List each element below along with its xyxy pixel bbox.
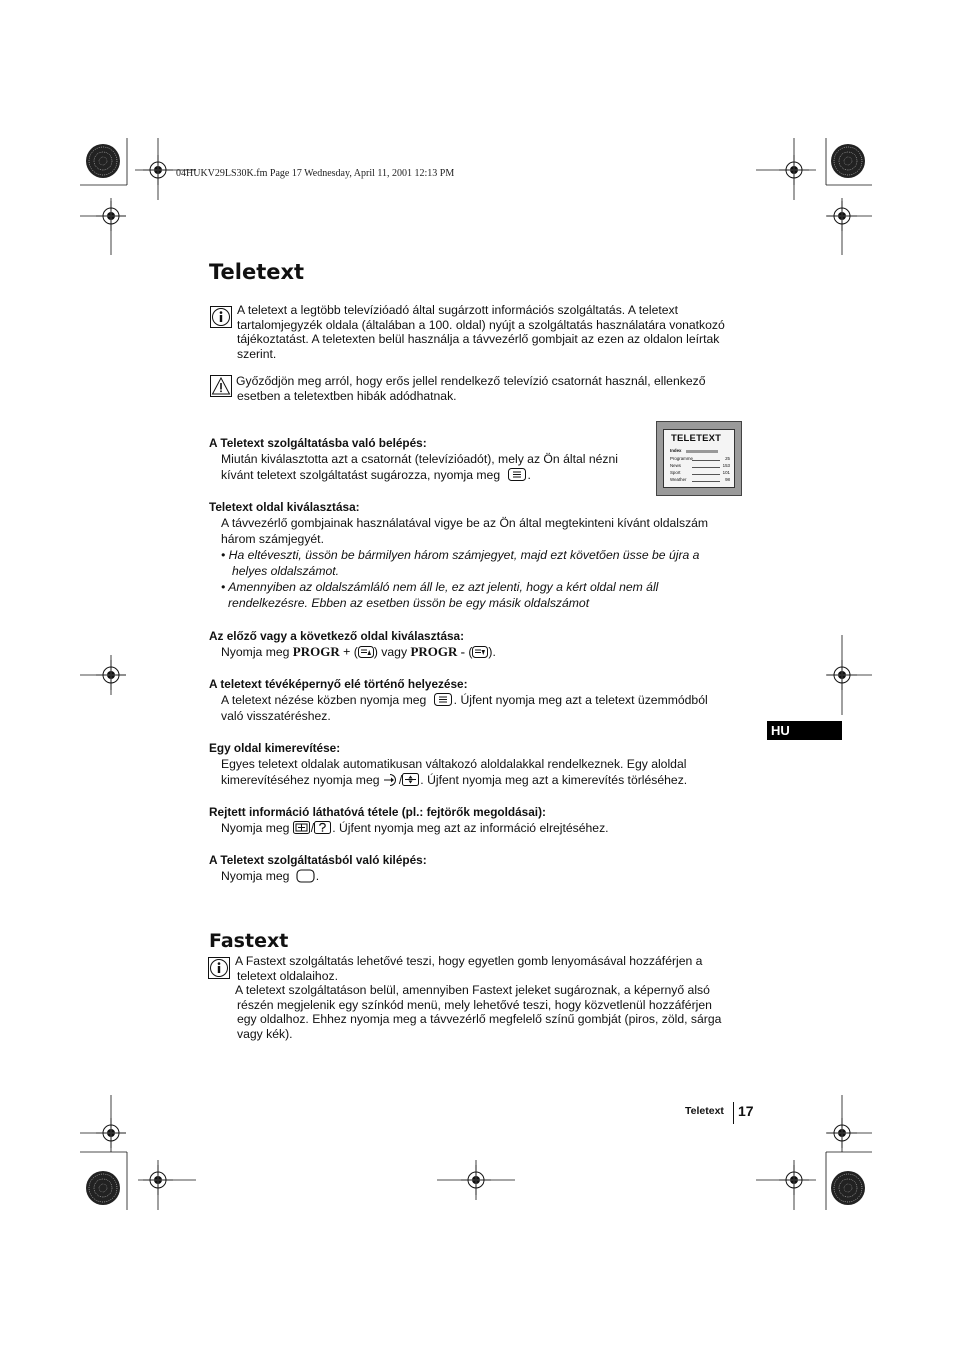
section-heading-superimpose: A teletext tévéképernyő elé történő helyezése:	[209, 677, 468, 691]
section-heading-prevnext: Az előző vagy a következő oldal kiválasztása:	[209, 629, 465, 643]
index-highlight	[686, 450, 718, 453]
section-body-select	[221, 515, 751, 611]
body-line	[221, 692, 761, 708]
section-heading-enter: A Teletext szolgáltatásba való belépés:	[209, 436, 427, 450]
tv-mode-icon	[296, 869, 316, 883]
bullet-line: rendelkezésre. Ebben az esetben üssön be egy másik oldalszámot	[228, 596, 590, 610]
body-line: egy oldalhoz. Ehhez nyomja meg a távvezérlő megfelelő színű gombját (piros, zöld, sárga	[237, 1012, 722, 1026]
text: ).	[488, 645, 496, 659]
teletext-screen-row	[670, 463, 730, 469]
text: . Újfent nyomja meg azt az információ elrejtéséhez.	[332, 821, 609, 835]
info-icon	[210, 306, 232, 328]
row-number: 98	[725, 477, 730, 482]
body-line: vagy kék).	[237, 1026, 293, 1041]
intro-line: szerint.	[237, 346, 277, 361]
body-line: A távvezérlő gombjainak használatával vigye be az Ön által megtekinteni kívánt oldalszám	[221, 516, 709, 530]
section-heading-exit: A Teletext szolgáltatásból való kilépés:	[209, 853, 427, 867]
text: /	[310, 821, 315, 835]
row-label: Programme	[670, 456, 693, 461]
info-reveal-icon	[293, 821, 311, 834]
body-line: A teletext szolgáltatáson belül, amennyiben Fastext jeleket sugároznak, a képernyő alsó	[235, 983, 710, 997]
bullet-line: • Amennyiben az oldalszámláló nem áll le, ez azt jelenti, hogy a kért oldal nem áll	[221, 580, 659, 594]
starburst-mark-top-right	[831, 144, 865, 178]
body-line	[221, 772, 761, 788]
footer-section-label: Teletext	[685, 1105, 724, 1117]
page-up-icon	[358, 646, 374, 658]
body-line: való visszatéréshez.	[221, 709, 331, 723]
warning-line: Győződjön meg arról, hogy erős jellel rendelkező televízió csatornát használ, ellenkező	[236, 374, 706, 388]
page-down-icon	[472, 646, 488, 658]
text: (	[464, 645, 473, 659]
row-number: 153	[722, 463, 730, 468]
text: ) vagy	[373, 645, 411, 659]
progr-minus-label: PROGR -	[410, 644, 465, 659]
teletext-intro	[237, 303, 757, 361]
body-line: Egyes teletext oldalak automatikusan váltakozó aloldalakkal rendelkeznek. Egy aloldal	[221, 757, 687, 771]
text: Nyomja meg	[221, 869, 290, 883]
warning-icon	[210, 375, 232, 397]
teletext-button-icon	[434, 693, 454, 706]
section-body-freeze	[221, 756, 761, 788]
teletext-screen	[663, 429, 735, 488]
section-heading-freeze: Egy oldal kimerevítése:	[209, 741, 341, 755]
text: /	[398, 773, 403, 787]
row-number: 101	[722, 470, 730, 475]
body-line: részén megjelenik egy színkód menü, mely lehetővé teszi, hogy közvetlenül hozzáférjen	[237, 997, 712, 1012]
teletext-screen-title: TELETEXT	[671, 433, 722, 444]
section-body-reveal	[221, 820, 761, 836]
text: kívánt teletext szolgáltatást sugározza, nyomja meg	[221, 468, 501, 482]
question-reveal-icon	[314, 821, 332, 834]
body-line: Miután kiválasztotta azt a csatornát (televízióadót), mely az Ön által nézni	[221, 452, 618, 466]
intro-line: tartalomjegyzék oldala (általában a 100. oldal) nyújt a szolgáltatás használatára vonatkozó	[237, 317, 725, 332]
teletext-screen-row	[670, 477, 730, 483]
hold-icon	[402, 773, 420, 786]
section-body-exit	[221, 868, 761, 884]
bullet-line: helyes oldalszámot.	[232, 564, 340, 578]
text: Nyomja meg	[221, 645, 290, 659]
starburst-mark-bottom-left	[86, 1171, 120, 1205]
row-label: Sport	[670, 470, 681, 475]
teletext-screen-index	[670, 448, 730, 454]
teletext-screen-illustration	[656, 421, 742, 496]
row-label: Weather	[670, 477, 687, 482]
intro-line: tájékoztatást. A teletexten belül használja a távvezérlő gombjait az ezen az oldalon leírtak	[237, 332, 720, 346]
teletext-screen-row	[670, 456, 730, 462]
section-body-enter	[221, 451, 661, 483]
text: Nyomja meg	[221, 821, 290, 835]
body-line: A Fastext szolgáltatás lehetővé teszi, hogy egyetlen gomb lenyomásával hozzáférjen a	[235, 954, 703, 968]
row-label: News	[670, 463, 681, 468]
text: (	[350, 645, 358, 659]
teletext-screen-row	[670, 470, 730, 476]
info-icon	[208, 957, 230, 979]
body-line: teletext oldalaihoz.	[237, 968, 338, 983]
progr-plus-label: PROGR +	[292, 644, 351, 659]
starburst-mark-bottom-right	[831, 1171, 865, 1205]
file-header: 04HUKV29LS30K.fm Page 17 Wednesday, April 11, 2001 12:13 PM	[176, 168, 455, 179]
intro-line: A teletext a legtöbb televízióadó által sugárzott információs szolgáltatás. A teletext	[237, 303, 679, 317]
bullet-line: • Ha eltéveszti, üssön be bármilyen három számjegyet, majd ezt követően üsse be újra a	[221, 548, 700, 562]
section-title-fastext: Fastext	[209, 930, 289, 952]
row-number: 25	[725, 456, 730, 461]
footer-divider	[733, 1102, 734, 1124]
warning-line: esetben a teletextben hibák adódhatnak.	[237, 388, 457, 403]
index-label: Index	[670, 448, 682, 453]
text: . Újfent nyomja meg azt a kimerevítés törléséhez.	[420, 773, 688, 787]
page-title: Teletext	[209, 260, 305, 284]
input-select-icon	[383, 773, 399, 786]
body-line	[221, 467, 661, 483]
section-body-superimpose	[221, 692, 761, 724]
section-heading-reveal: Rejtett információ láthatóvá tétele (pl.: fejtörők megoldásai):	[209, 805, 546, 819]
text: .	[527, 468, 531, 482]
section-heading-select: Teletext oldal kiválasztása:	[209, 500, 360, 514]
teletext-button-icon	[508, 468, 528, 481]
text: .	[315, 869, 320, 883]
fastext-body	[235, 954, 755, 1041]
language-tab: HU	[767, 721, 842, 740]
teletext-warning	[236, 374, 756, 403]
body-line: három számjegyét.	[221, 532, 324, 546]
text: kimerevítéséhez nyomja meg	[221, 773, 380, 787]
text: . Újfent nyomja meg azt a teletext üzemmódból	[453, 693, 708, 707]
text: A teletext nézése közben nyomja meg	[221, 693, 427, 707]
starburst-mark-top-left	[86, 144, 120, 178]
page-number: 17	[738, 1103, 754, 1119]
section-body-prevnext	[221, 644, 751, 660]
